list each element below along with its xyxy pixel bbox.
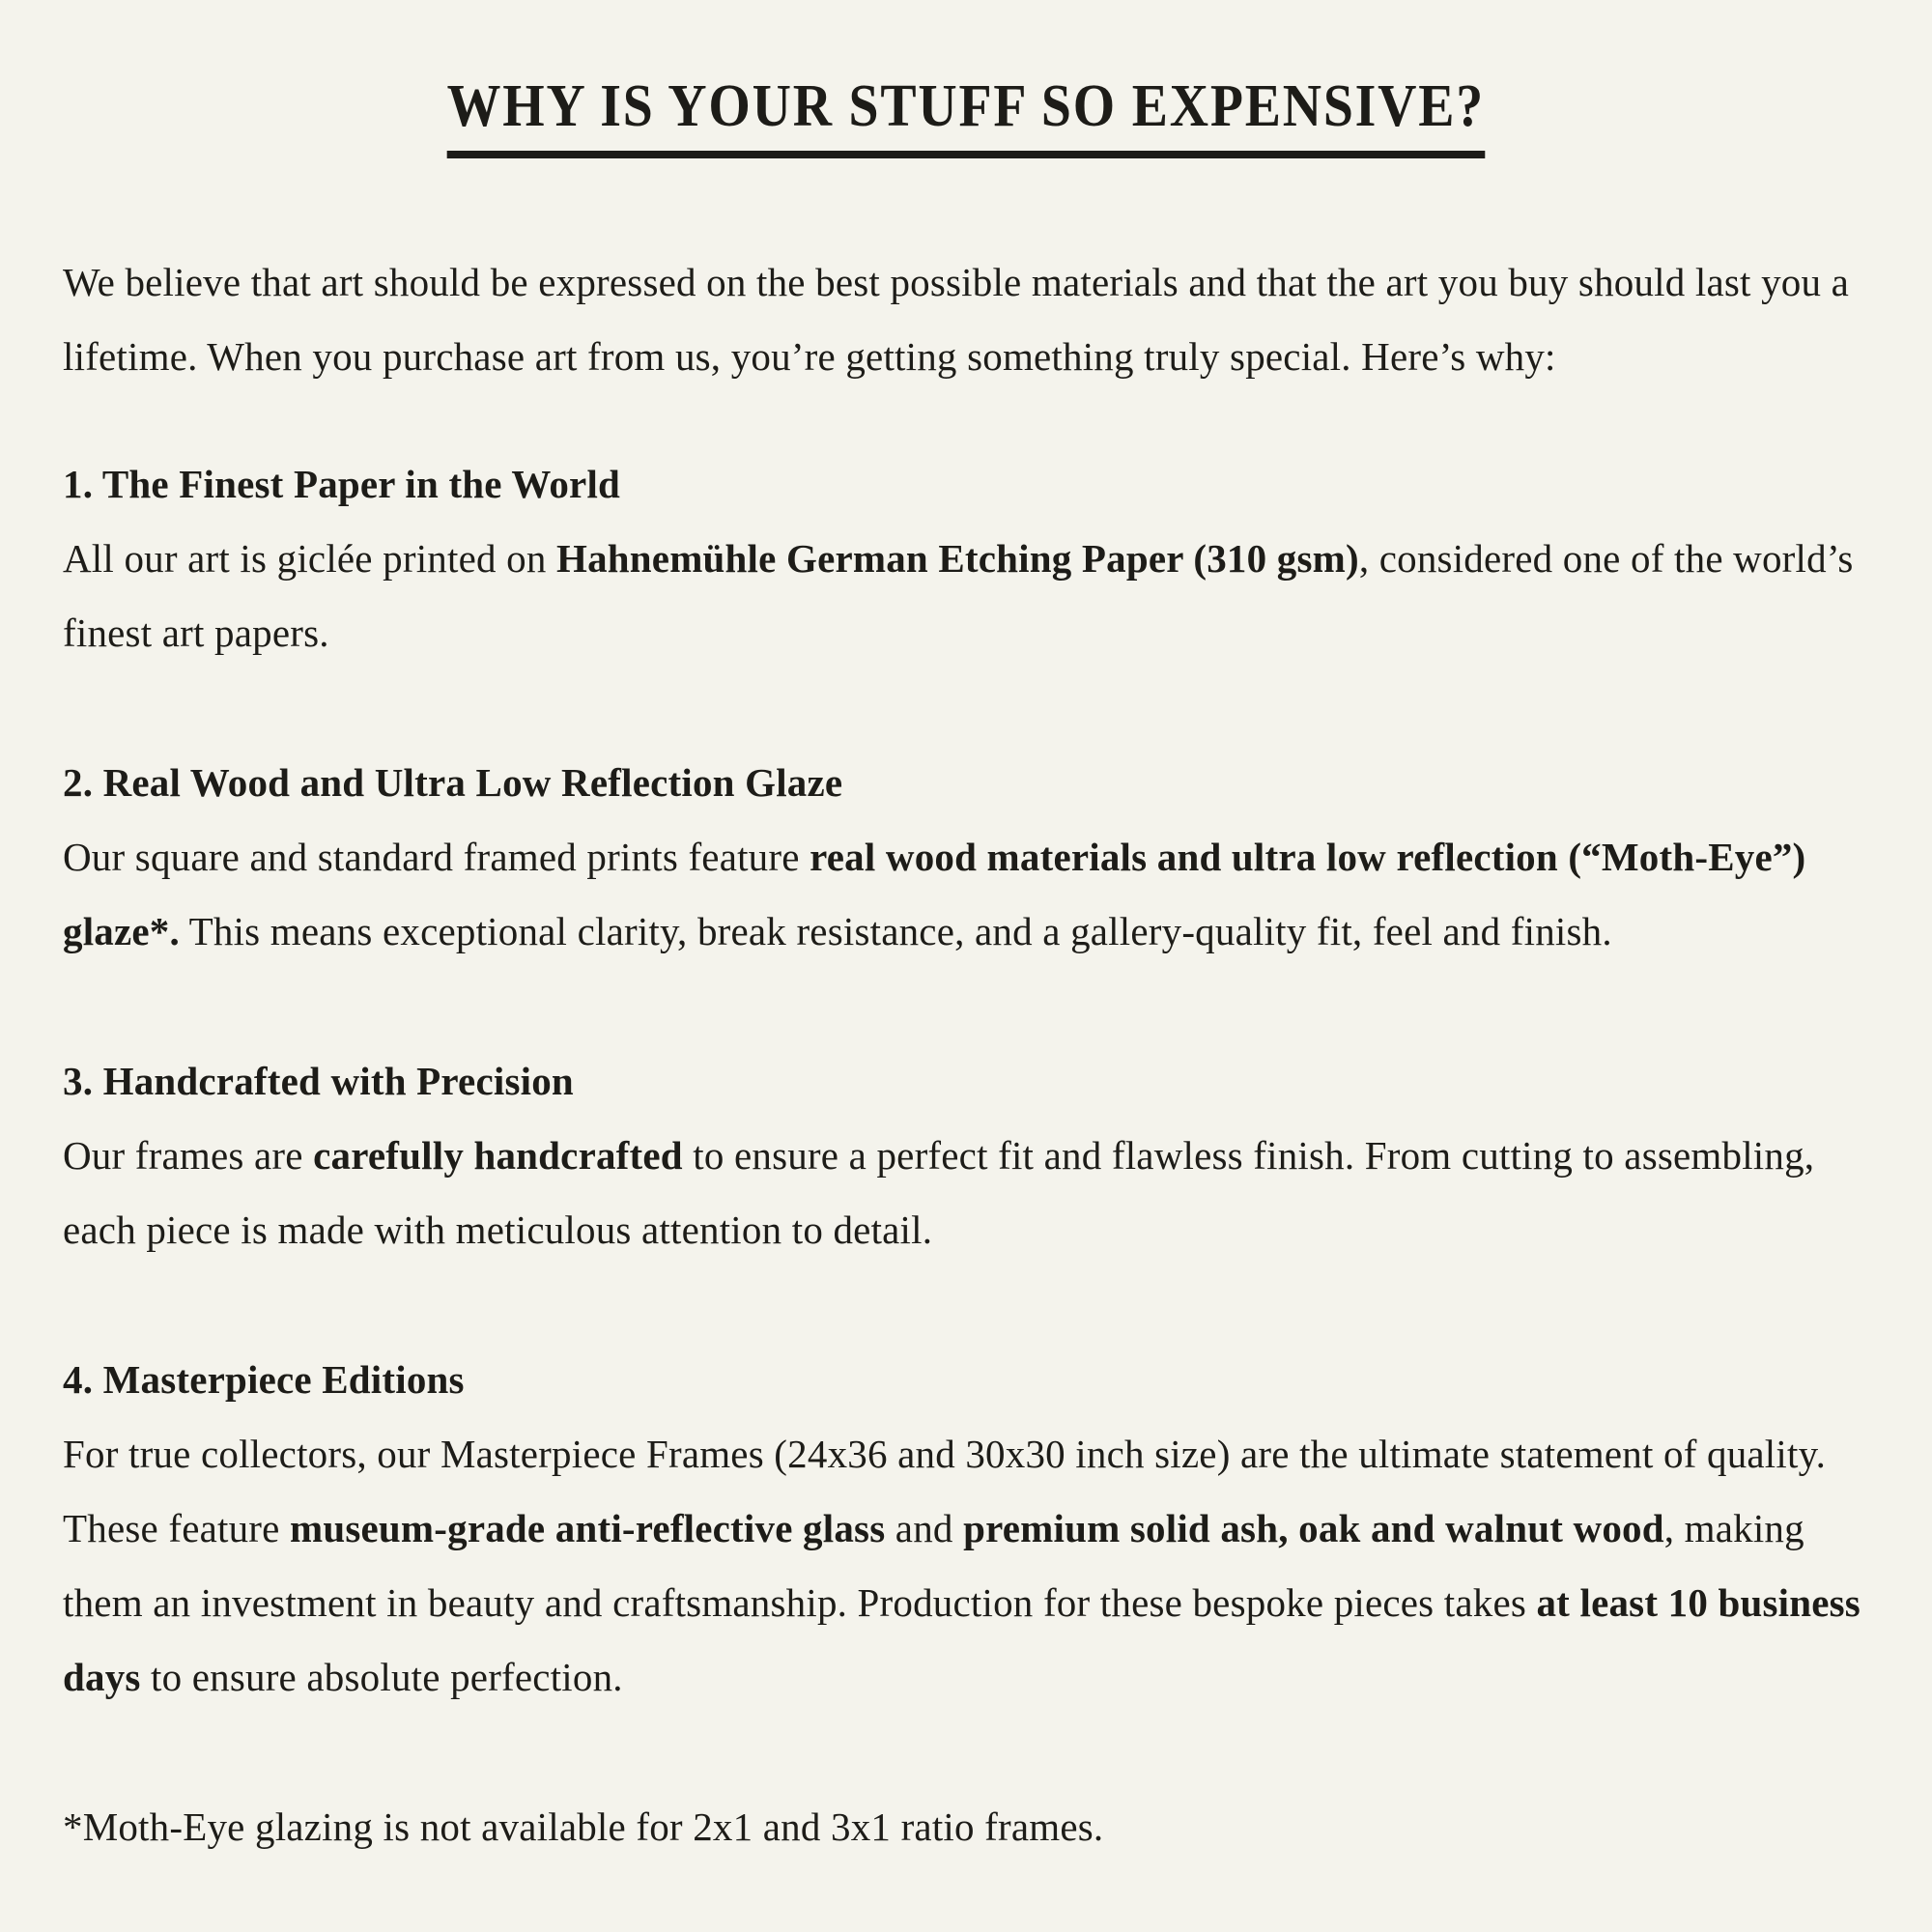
section-1-heading: 1. The Finest Paper in the World <box>63 462 621 507</box>
section-finest-paper <box>63 447 1869 670</box>
section-4-heading: 4. Masterpiece Editions <box>63 1357 465 1403</box>
section-2-heading: 2. Real Wood and Ultra Low Reflection Glaze <box>63 760 843 806</box>
section-3-heading: 3. Handcrafted with Precision <box>63 1059 574 1104</box>
section-masterpiece-editions <box>63 1343 1869 1715</box>
section-2-body: Our square and standard framed prints feature real wood materials and ultra low reflection (“Moth-Eye”) glaze*. This means exceptional clarity, break resistance, and a gallery-quality fit, feel and finish. <box>63 835 1806 954</box>
section-3-body: Our frames are carefully handcrafted to ensure a perfect fit and flawless finish. From cutting to assembling, each piece is made with meticulous attention to detail. <box>63 1133 1815 1253</box>
page-title: WHY IS YOUR STUFF SO EXPENSIVE? <box>447 72 1485 158</box>
section-4-body: For true collectors, our Masterpiece Frames (24x36 and 30x30 inch size) are the ultimate statement of quality. These feature museum-grade anti-reflective glass and premium solid ash, oak and walnut wood, making them an investment in beauty and craftsmanship. Production for these bespoke pieces takes at least 10 business days to ensure absolute perfection. <box>63 1432 1861 1700</box>
intro-paragraph: We believe that art should be expressed on the best possible materials and that the art you buy should last you a lifetime. When you purchase art from us, you’re getting something truly special. Here’s why: <box>63 260 1850 380</box>
footnote: *Moth-Eye glazing is not available for 2x1 and 3x1 ratio frames. <box>63 1804 1104 1850</box>
section-handcrafted <box>63 1044 1869 1267</box>
section-1-body: All our art is giclée printed on Hahnemühle German Etching Paper (310 gsm), considered one of the world’s finest art papers. <box>63 536 1854 656</box>
section-real-wood-glaze <box>63 746 1869 969</box>
page-title-row <box>63 72 1869 158</box>
